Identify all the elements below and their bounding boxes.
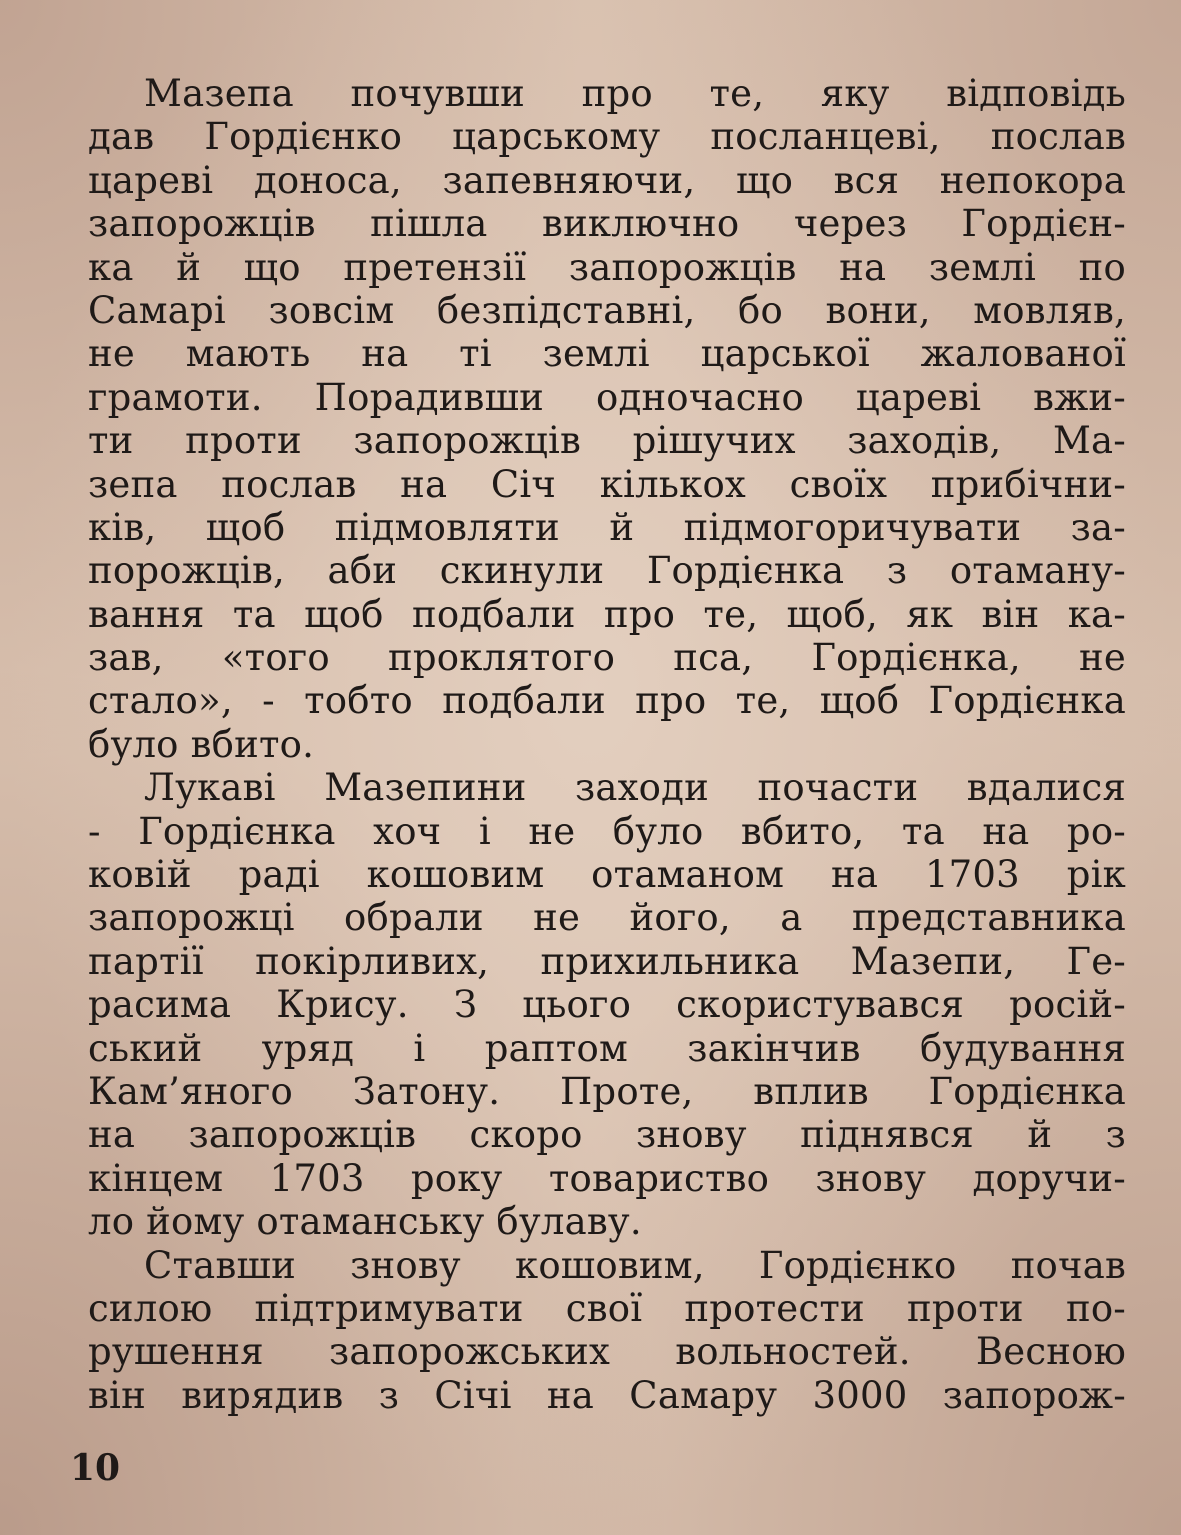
text-line: партії покірливих, прихильника Мазепи, Ге- <box>88 939 1126 983</box>
text-line: зепа послав на Січ кількох своїх прибічни- <box>88 462 1126 506</box>
text-line: - Гордієнка хоч і не було вбито, та на ро- <box>88 809 1126 853</box>
text-line: ковій раді кошовим отаманом на 1703 рік <box>88 853 1126 897</box>
text-line: ло йому отаманську булаву. <box>88 1200 642 1244</box>
text-line: запорожці обрали не його, а представника <box>88 896 1126 940</box>
text-line: він вирядив з Січі на Самару 3000 запорож- <box>88 1373 1126 1417</box>
body-text <box>88 72 1126 1417</box>
text-line: порожців, аби скинули Гордієнка з отаману- <box>88 549 1126 593</box>
text-line: цареві доноса, запевняючи, що вся непокора <box>88 158 1126 202</box>
text-line: ський уряд і раптом закінчив будування <box>88 1026 1126 1070</box>
text-line: не мають на ті землі царської жалованої <box>88 332 1126 376</box>
text-line: було вбито. <box>88 722 315 766</box>
text-line: расима Крису. З цього скористувався росій- <box>88 983 1126 1027</box>
text-line: Мазепа почувши про те, яку відповідь <box>144 72 1126 115</box>
text-line: стало», - тобто подбали про те, щоб Гордієнка <box>88 679 1126 723</box>
text-line: грамоти. Порадивши одночасно цареві вжи- <box>88 375 1126 419</box>
text-line: дав Гордієнко царському посланцеві, послав <box>88 115 1126 159</box>
text-line: Ставши знову кошовим, Гордієнко почав <box>144 1243 1126 1287</box>
text-line: силою підтримувати свої протести проти по- <box>88 1286 1126 1330</box>
text-line: зав, «того проклятого пса, Гордієнка, не <box>88 636 1126 680</box>
text-line: Лукаві Мазепини заходи почасти вдалися <box>144 766 1126 810</box>
text-line: кінцем 1703 року товариство знову доручи- <box>88 1156 1126 1200</box>
text-line: ти проти запорожців рішучих заходів, Ма- <box>88 419 1126 463</box>
text-line: ка й що претензії запорожців на землі по <box>88 245 1126 289</box>
text-line: ків, щоб підмовляти й підмогоричувати за- <box>88 505 1126 549</box>
text-line: вання та щоб подбали про те, щоб, як він ка- <box>88 592 1126 636</box>
page-number: 10 <box>70 1447 121 1489</box>
text-line: Кам’яного Затону. Проте, вплив Гордієнка <box>88 1069 1126 1113</box>
text-line: на запорожців скоро знову піднявся й з <box>88 1113 1126 1157</box>
text-line: рушення запорожських вольностей. Весною <box>88 1330 1126 1374</box>
text-line: Самарі зовсім безпідставні, бо вони, мовляв, <box>88 288 1126 332</box>
text-line: запорожців пішла виключно через Гордієн- <box>88 202 1126 246</box>
